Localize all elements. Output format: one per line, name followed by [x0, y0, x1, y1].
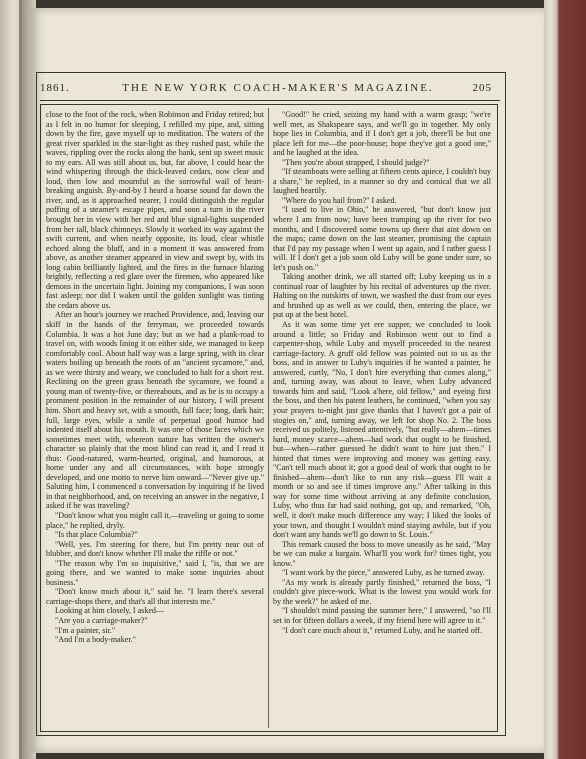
paragraph: Taking another drink, we all started off; Luby keeping us in a continual roar of laughter by his recital of adventures up the river. Halting on the outskirts of town, we washed the dust from our eyes and brushed up as well as we could, then, entering the place, we put up at the best hotel. — [273, 272, 491, 320]
paragraph: "As my work is already partly finished," returned the boss, "I couldn't give piece-work. What is the lowest you would work for by the week?" he asked of me. — [273, 577, 491, 606]
facing-page-edge — [0, 0, 22, 759]
paragraph: As it was some time yet ere supper, we concluded to look around a little; so Friday and Robinson went out to find a carpenter-shop, while Luby and myself proceeded to the nearest carriage-factory. A gruff old fellow was pointed out to us as the boss, and in answer to Luby's inquiries if he wanted a painter, he answered, curtly, "No, I don't hire everything that comes along," and, turning away, was about to leave, when Luby advanced towards him and said, "Look a'here, old fellow," and eyeing first the boss, and then his patent leathers, he continued, "when you say your prayers to-night just give thanks that I haven't got a pair of stogies on," and, turning away, we left for shop No. 2. The boss received us politely, listened attentively, "but really—ahem—times hard, money scarce—ahem—had work that ought to be finished, but—when—rather guessed he didn't want to hire just then." I hinted that times were improving and money was getting easy. "Can't tell much about it; got a good deal of work that ought to be finished—ahem—don't like to run any risk—guess I'll wait a month or so and see if times improve any." After talking in this way for some time without arriving at any definite conclusion, Luby, who thus far had said nothing, got up, and remarked, "Oh, well, it don't make much difference any way; I liked the looks of your town, and thought I wouldn't mind staying awhile, but if you don't want any hands we'll go down to St. Louis." — [273, 320, 491, 540]
running-head — [40, 82, 492, 98]
paragraph: Looking at him closely, I asked— — [55, 606, 164, 616]
paragraph: "The reason why I'm so inquisitive," said I, "is, that we are going there, and we wanted to make some inquiries about business." — [46, 558, 264, 587]
right-column — [273, 110, 491, 635]
paragraph: After an hour's journey we reached Providence, and, leaving our skiff in the hands of the ferryman, we proceeded towards Columbia. It was a hot June day; but as we had a plank-road to travel on, with woods lining it on either side, we managed to keep comfortably cool. About half way was a large spring, with its clear waters boiling up beneath the roots of an "ancient sycamore," and, as we were thirsty and weary, we concluded to halt for a short rest. Reclining on the green grass beneath the sycamore, we found a young man of twenty-five, or thereabouts, and as he is to occupy a prominent position in the remainder of our history, I will present him. Short and heavy set, with a smooth, full face; long, dark hair; full, large eyes, while a smile of perpetual good humor had indented itself about his mouth. It was one of those faces which we sometimes meet with, whereon nature has written the owner's character so plainly that the most blind can read it, and I read it thus: Good-natured, warm-hearted, original, and humorous, at home under any and all circumstances, with hope strongly developed, and one motto to nerve him onward—"Never give up." Saluting him, I commenced a conversation by inquiring if he lived in that neighborhood, and, on receiving an answer in the negative, I asked if he was traveling? — [46, 310, 264, 511]
paragraph: "Good!" he cried, seizing my hand with a warm grasp; "we're well met, as Shakspeare says, and we'll go in together. My only hope lies in Columbia, and if I don't get a job, there'll be but one place left for me—the poor-house; hope they've got a good one," and he laughed at the idea. — [273, 110, 491, 158]
paragraph: "Well, yes. I'm steering for there, but I'm pretty near out of blubber, and don't know whether I'll make the riffle or not." — [46, 539, 264, 559]
paragraph: "Don't know what you might call it,—traveling or going to some place," he replied, dryly. — [46, 510, 264, 530]
paragraph: "Are you a carriage-maker?" — [55, 615, 148, 625]
header-rule — [40, 100, 500, 101]
page-number: 205 — [472, 82, 492, 94]
paragraph: "If steamboats were selling at fifteen cents apiece, I couldn't buy a share," he replied, in a manner so dry and comical that we all laughed heartily. — [273, 167, 491, 196]
paragraph: "Where do you hail from?" I asked. — [282, 195, 397, 205]
paragraph: "Is that place Columbia?" — [55, 530, 138, 540]
paragraph: "I shouldn't mind passing the summer here," I answered, "so I'll set in for fifteen dollars a week, if my friend here will agree to it." — [273, 606, 491, 625]
header-title: THE NEW YORK COACH-MAKER'S MAGAZINE. — [122, 82, 434, 94]
header-year: 1861. — [40, 82, 70, 94]
left-column — [46, 110, 264, 645]
paragraph: "Then you're about strapped, I should judge?" — [282, 157, 430, 167]
paragraph: "I'm a painter, sir." — [55, 625, 116, 635]
paragraph: close to the foot of the rock, when Robinson and Friday retired; but as I felt in no humor for sleeping, I refilled my pipe, and, sitting down by the fire, gave myself up to meditation. The waters of the great river sparkled in the star-light as they rushed past, while the waves, rippling over the rocks along the bank, sent up sweet music to my ears. All was still about us, but, far above, I could hear the wind whispering through the thick-leaved cedars, now clear and loud, then low and mournful as the sorrowful wail of heart-breaking anguish. By-and-by I heard a hoarse sound far down the river, and, as it approached nearer, I could distinguish the regular puffing of a steamer's escape pipes, and soon a turn in the river brought her in view with her red and blue signal-lights suspended from her tall, black chimneys. Slowly it worked its way against the swift current, and when nearly opposite, its loud, clear whistle echoed along the bluff, and in a moment it was answered from above, as another steamer appeared in view and swept by, with its long cabin brilliantly lighted, and the fires in the furnace blazing brightly, reflecting a red glare over the firemen, who appeared like demons in the uncertain light. Joining my companions, I was soon fast asleep; nor did I waken until the golden sunlight was tinting the cedars above us. — [46, 110, 264, 310]
paragraph: "I used to live in Ohio," he answered, "but don't know just where I am from now; have been tramping up the river for two months, and I discovered some towns up there that aint down on the maps; came down on the last steamer, promising the captain that I'd pay my passage when I went up again, and I rather guess I will. If I don't get a job soon old Luby will be gone under sure, so let's push on." — [273, 205, 491, 272]
paragraph: "I want work by the piece," answered Luby, as he turned away. — [282, 568, 485, 578]
paragraph: This remark caused the boss to move uneasily as he said, "May be we can make a bargain. What'll you work for? times tight, you know." — [273, 539, 491, 568]
book-edge-and-cover — [544, 0, 586, 759]
paragraph: "And I'm a body-maker." — [55, 635, 136, 645]
paragraph: "Don't know much about it," said he. "I learn there's several carriage-shops there, and that's all that interests me." — [46, 587, 264, 606]
column-divider — [268, 108, 269, 728]
paragraph: "I don't care much about it," returned Luby, and he started off. — [282, 625, 482, 635]
